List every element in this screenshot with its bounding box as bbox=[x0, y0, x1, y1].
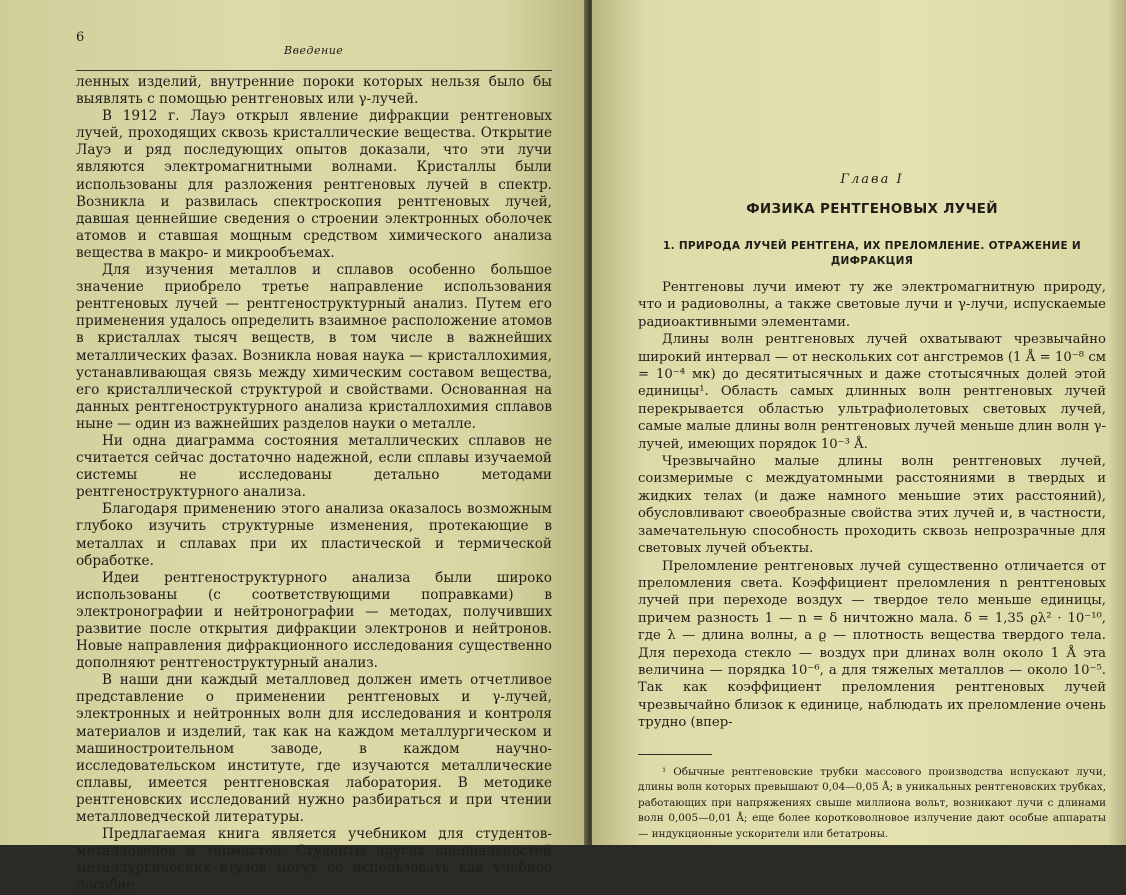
section-title: 1. ПРИРОДА ЛУЧЕЙ РЕНТГЕНА, ИХ ПРЕЛОМЛЕНИЕ. ОТРАЖЕНИЕ И ДИФРАКЦИЯ bbox=[662, 240, 1082, 267]
right-page-body bbox=[638, 279, 1106, 732]
paragraph: Преломление рентгеновых лучей существенно отличается от преломления света. Коэффициент преломления n рентгеновых лучей при переходе воздух — твердое тело меньше единицы, причем разность 1 — n = δ ничтожно мала. δ = 1,35 ϱλ² · 10⁻¹⁰, где λ — длина волны, а ϱ — плотность вещества твердого тела. Для перехода стекло — воздух при длинах волн около 1 Å эта величина — порядка 10⁻⁶, а для тяжелых металлов — около 10⁻⁵. Так как коэффициент преломления рентгеновых лучей чрезвычайно близок к единице, наблюдать их преломление очень трудно (впер- bbox=[638, 558, 1106, 731]
paragraph: ленных изделий, внутренние пороки которых нельзя было бы выявлять с помощью рентгеновых или γ-лучей. bbox=[76, 74, 552, 108]
paragraph: Предлагаемая книга является учебником для студентов-металловедов и термистов. Студенты других специальностей металлургических втузов могут ее использовать как учебное пособие. bbox=[76, 826, 552, 894]
footnote-rule bbox=[638, 754, 712, 755]
running-header bbox=[76, 30, 552, 56]
paragraph: Рентгеновы лучи имеют ту же электромагнитную природу, что и радиоволны, а также световые лучи и γ-лучи, испускаемые радиоактивными элементами. bbox=[638, 280, 1106, 330]
chapter-label: Глава I bbox=[840, 172, 904, 187]
header-rule bbox=[76, 70, 552, 71]
right-page bbox=[592, 0, 1126, 845]
footnote bbox=[638, 765, 1106, 843]
running-head-title: Введение bbox=[284, 44, 344, 57]
paragraph: Ни одна диаграмма состояния металлических сплавов не считается сейчас достаточно надежной, если сплавы изучаемой системы не исследованы детально методами рентгеноструктурного анализа. bbox=[76, 432, 552, 501]
page-edge-shadow bbox=[1108, 0, 1126, 845]
paragraph: Длины волн рентгеновых лучей охватывают чрезвычайно широкий интервал — от нескольких сот ангстремов (1 Å = 10⁻⁸ см = 10⁻⁴ мк) до десятитысячных и даже стотысячных долей этой единицы¹. Область самых длинных волн рентгеновых лучей перекрывается областью ультрафиолетовых световых лучей, самые малые длины волн рентгеновых лучей меньше длин волн γ-лучей, имеющих порядок 10⁻³ Å. bbox=[638, 332, 1106, 452]
paragraph: Чрезвычайно малые длины волн рентгеновых лучей, соизмеримые с междуатомными расстояниями в твердых и жидких телах (и даже намного меньшие этих расстояний), обусловливают своеобразные свойства этих лучей и, в частности, замечательную способность проходить сквозь непрозрачные для световых лучей объекты. bbox=[638, 454, 1106, 557]
paragraph: Для изучения металлов и сплавов особенно большое значение приобрело третье направление использования рентгеновых лучей — рентгеноструктурный анализ. Путем его применения удалось определить взаимное расположение атомов в кристаллах тысяч веществ, в том числе в важнейших металлических фазах. Возникла новая наука — кристаллохимия, устанавливающая связь между химическим составом вещества, его кристаллической структурой и свойствами. Основанная на данных рентгеноструктурного анализа кристаллохимия сплавов ныне — один из важнейших разделов науки о металле. bbox=[76, 262, 552, 432]
paragraph: В наши дни каждый металловед должен иметь отчетливое представление о применении рентгеновых и γ-лучей, электронных и нейтронных волн для исследования и контроля материалов и изделий, так как на каждом металлургическом и машиностроительном заводе, в каждом научно-исследовательском институте, где изучаются металлические сплавы, имеется рентгеновская лаборатория. В методике рентгеновских исследований нужно разбираться и при чтении металловедческой литературы. bbox=[76, 672, 552, 826]
page-number: 6 bbox=[76, 30, 85, 45]
left-page-body bbox=[76, 74, 552, 895]
footnote-text: ¹ Обычные рентгеновские трубки массового производства испускают лучи, длины волн которых превышают 0,04—0,05 Å; в уникальных рентгеновских трубках, работающих при напряжениях свыше миллиона вольт, возникают лучи с длинами волн 0,005—0,01 Å; еще более коротковолновое излучение дают особые аппараты — индукционные ускорители или бетатроны. bbox=[638, 765, 1106, 840]
paragraph: Идеи рентгеноструктурного анализа были широко использованы (с соответствующими поправками) в электронографии и нейтронографии — методах, получивших развитие после открытия дифракции электронов и нейтронов. Новые направления дифракционного исследования существенно дополняют рентгеноструктурный анализ. bbox=[76, 569, 552, 672]
paragraph: В 1912 г. Лауэ открыл явление дифракции рентгеновых лучей, проходящих сквозь кристаллические вещества. Открытие Лауэ и ряд последующих опытов доказали, что эти лучи являются электромагнитными волнами. Кристаллы были использованы для разложения рентгеновых лучей в спектр. Возникла и развилась спектроскопия рентгеновых лучей, давшая ценнейшие сведения о строении электронных оболочек атомов и ставшая мощным средством химического анализа вещества в макро- и микрообъемах. bbox=[76, 108, 552, 261]
paragraph: Благодаря применению этого анализа оказалось возможным глубоко изучить структурные изменения, протекающие в металлах и сплавах при их пластической и термической обработке. bbox=[76, 501, 552, 569]
chapter-title: ФИЗИКА РЕНТГЕНОВЫХ ЛУЧЕЙ bbox=[746, 201, 998, 217]
